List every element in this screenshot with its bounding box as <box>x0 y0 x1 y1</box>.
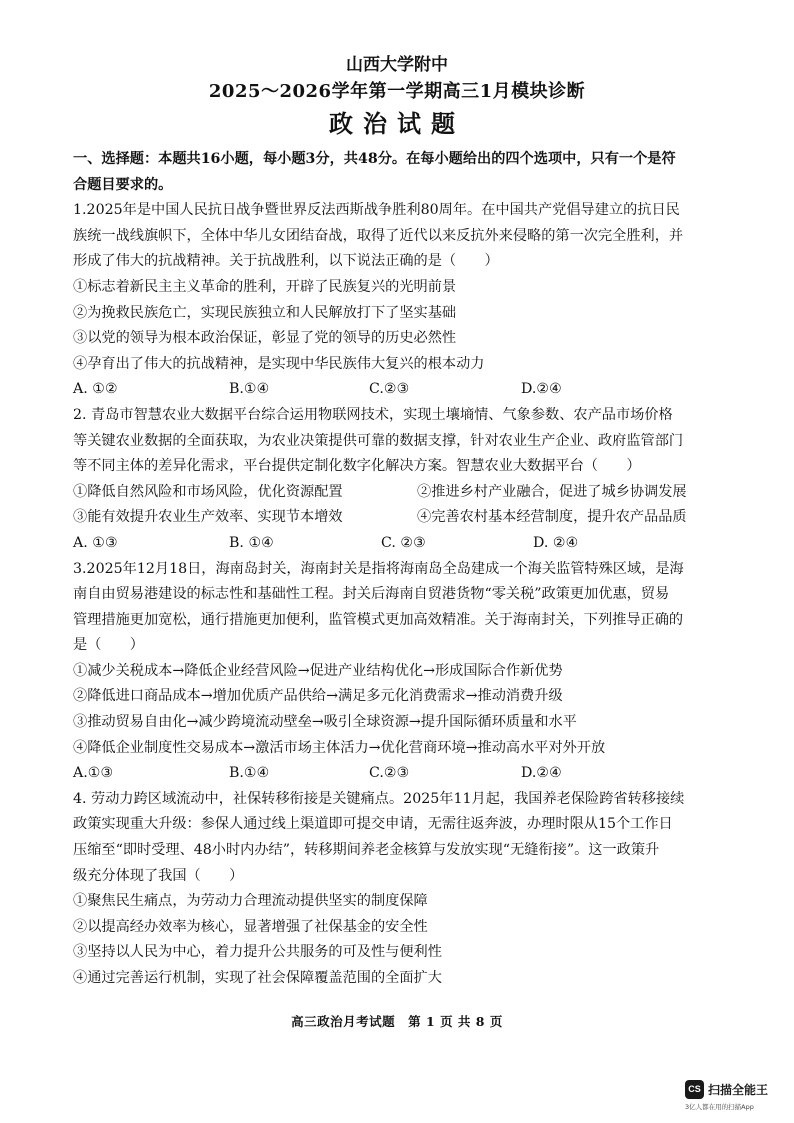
q2-choice-a: A. ①③ <box>73 534 118 551</box>
q1-option-1: ①标志着新民主主义革命的胜利，开辟了民族复兴的光明前景 <box>73 278 457 295</box>
watermark-tagline: 3亿人都在用的扫描App <box>685 1103 754 1111</box>
section-title-line2: 合题目要求的。 <box>73 176 173 193</box>
q1-choice-c: C.②③ <box>369 381 410 398</box>
q2-option-1: ①降低自然风险和市场风险，优化资源配置 <box>73 483 343 500</box>
q4-option-2: ②以提高经办效率为核心，显著增强了社保基金的安全性 <box>73 918 428 935</box>
q4-stem-line2: 政策实现重大升级：参保人通过线上渠道即可提交申请，无需往返奔波，办理时限从15个工作日 <box>73 816 673 833</box>
q3-option-3: ③推动贸易自由化→减少跨境流动壁垒→吸引全球资源→提升国际循环质量和水平 <box>73 714 577 731</box>
q2-choice-d: D. ②④ <box>533 534 579 551</box>
q3-stem-line3: 管理措施更加宽松，通行措施更加便利，监管模式更加高效精准。关于海南封关，下列推导正确的 <box>73 611 684 628</box>
q2-choice-c: C. ②③ <box>381 534 426 551</box>
q4-option-3: ③坚持以人民为中心，着力提升公共服务的可及性与便利性 <box>73 944 442 961</box>
q4-stem-line1: 4. 劳动力跨区域流动中，社保转移衔接是关键痛点。2025年11月起，我国养老保险跨省转移接续 <box>73 790 685 807</box>
q2-option-2: ②推进乡村产业融合，促进了城乡协调发展 <box>417 483 687 500</box>
q3-choice-d: D.②④ <box>521 765 562 782</box>
q1-option-3: ③以党的领导为根本政治保证，彰显了党的领导的历史必然性 <box>73 330 457 347</box>
q2-stem-line3: 等不同主体的差异化需求，平台提供定制化数字化解决方案。智慧农业大数据平台（ ） <box>73 458 641 475</box>
q3-choice-b: B.①④ <box>229 765 270 782</box>
q3-stem-line1: 3.2025年12月18日，海南岛封关，海南封关是指将海南岛全岛建成一个海关监管特殊区域，是海 <box>73 560 684 577</box>
q1-stem-line2: 族统一战线旗帜下，全体中华儿女团结奋战，取得了近代以来反抗外来侵略的第一次完全胜利，并 <box>73 227 684 244</box>
q1-choice-b: B.①④ <box>229 381 270 398</box>
q2-option-3: ③能有效提升农业生产效率、实现节本增效 <box>73 509 343 526</box>
q1-choice-d: D.②④ <box>521 381 562 398</box>
scanner-watermark <box>685 1080 785 1116</box>
q3-option-1: ①减少关税成本→降低企业经营风险→促进产业结构优化→形成国际合作新优势 <box>73 662 563 679</box>
q1-choice-a: A. ①② <box>73 381 118 398</box>
q3-option-2: ②降低进口商品成本→增加优质产品供给→满足多元化消费需求→推动消费升级 <box>73 688 563 705</box>
q1-stem-line3: 形成了伟大的抗战精神。关于抗战胜利，以下说法正确的是（ ） <box>73 253 499 270</box>
q2-options-row1 <box>73 480 749 506</box>
watermark-app-name: 扫描全能王 <box>708 1083 769 1097</box>
q4-option-4: ④通过完善运行机制，实现了社会保障覆盖范围的全面扩大 <box>73 970 442 986</box>
q2-choices <box>73 531 749 557</box>
exam-title: 2025～2026学年第一学期高三1月模块诊断 <box>208 81 586 102</box>
school-name: 山西大学附中 <box>346 55 448 75</box>
q4-stem-line4: 级充分体现了我国（ ） <box>73 867 244 884</box>
q2-options-row2 <box>73 505 749 531</box>
q1-stem-line1: 1.2025年是中国人民抗日战争暨世界反法西斯战争胜利80周年。在中国共产党倡导建立的抗日民 <box>73 202 680 219</box>
page-footer: 高三政治月考试题 第 1 页 共 8 页 <box>291 1014 503 1029</box>
section-title-line1: 一、选择题：本题共16小题，每小题3分，共48分。在每小题给出的四个选项中，只有一个是符 <box>73 151 676 167</box>
q3-choice-a: A.①③ <box>73 765 114 782</box>
q1-option-4: ④孕育出了伟大的抗战精神，是实现中华民族伟大复兴的根本动力 <box>73 355 485 372</box>
q2-stem-line2: 等关键农业数据的全面获取，为农业决策提供可靠的数据支撑，针对农业生产企业、政府监管部门 <box>73 432 684 449</box>
question-content <box>73 147 749 992</box>
subject-title: 政治试题 <box>329 109 465 138</box>
q3-choice-c: C.②③ <box>369 765 410 782</box>
q3-stem-line4: 是（ ） <box>73 637 144 654</box>
q2-option-4: ④完善农村基本经营制度，提升农产品品质 <box>417 509 687 526</box>
q1-choices <box>73 377 749 403</box>
q3-choices <box>73 761 749 787</box>
q2-stem-line1: 2. 青岛市智慧农业大数据平台综合运用物联网技术，实现土壤墒情、气象参数、农产品市场价格 <box>73 406 673 423</box>
q3-option-4: ④降低企业制度性交易成本→激活市场主体活力→优化营商环境→推动高水平对外开放 <box>73 739 606 756</box>
q4-option-1: ①聚焦民生痛点，为劳动力合理流动提供坚实的制度保障 <box>73 893 428 910</box>
q2-choice-b: B. ①④ <box>229 534 274 551</box>
q1-option-2: ②为挽救民族危亡，实现民族独立和人民解放打下了坚实基础 <box>73 304 457 321</box>
q3-stem-line2: 南自由贸易港建设的标志性和基础性工程。封关后海南自贸港货物“零关税”政策更加优惠，贸易 <box>73 586 670 603</box>
q4-stem-line3: 压缩至“即时受理、48小时内办结”，转移期间养老金核算与发放实现“无缝衔接”。这一政策升 <box>73 842 660 859</box>
camscanner-logo-icon: CS <box>685 1080 704 1099</box>
